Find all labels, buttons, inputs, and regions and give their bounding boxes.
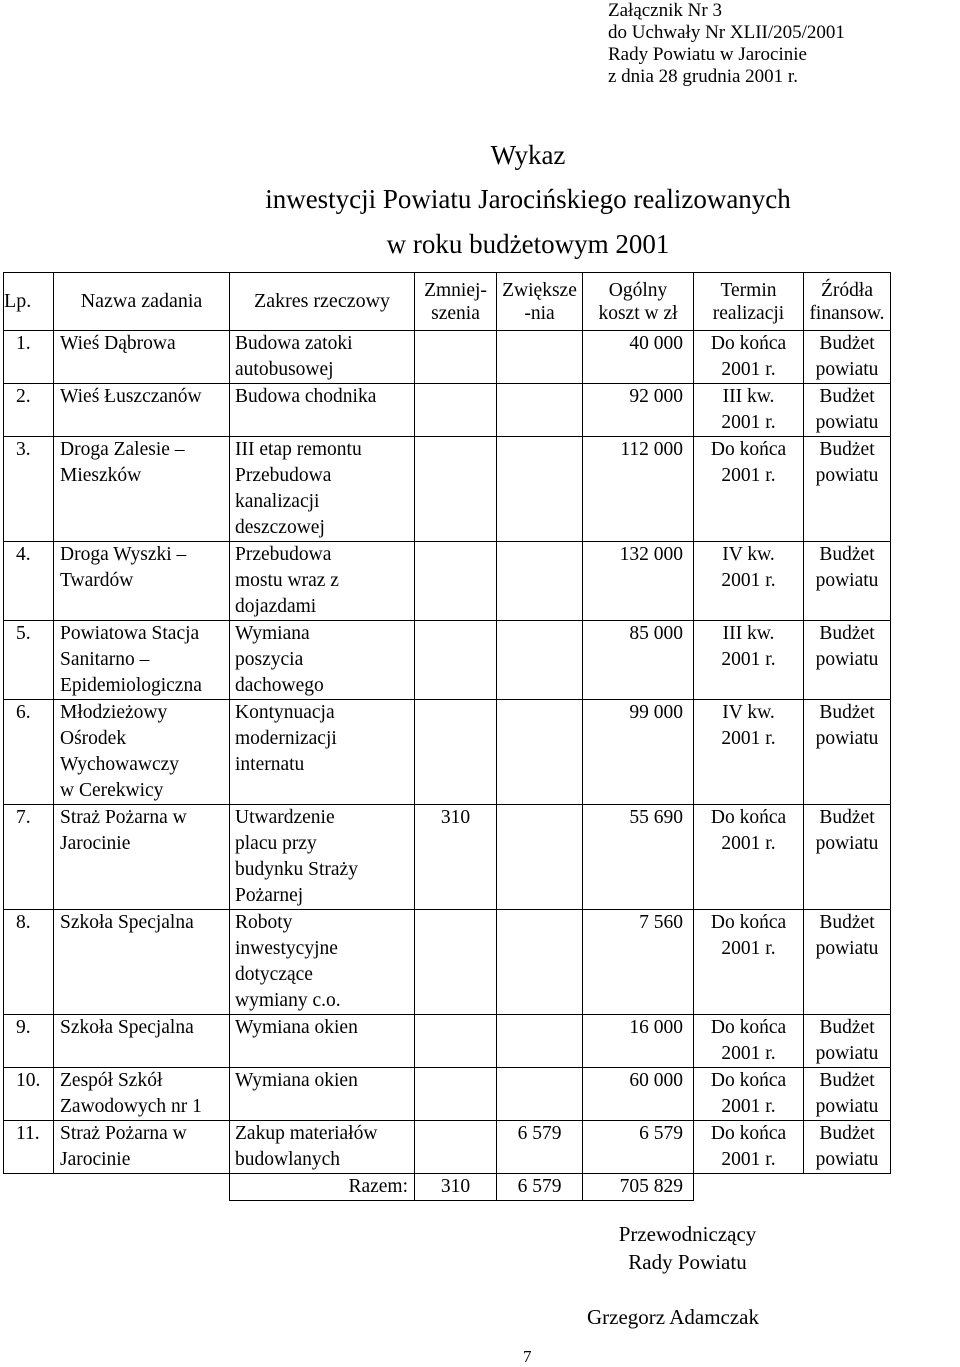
scope-line: budynku Straży (235, 859, 358, 880)
total-increase: 6 579 (497, 1174, 583, 1201)
row-source (804, 621, 891, 700)
table-body (4, 331, 891, 1174)
task-name-line: Jarocinie (60, 833, 131, 854)
term-line: Do końca (710, 333, 787, 354)
task-name-line: Jarocinie (60, 1149, 131, 1170)
scope-line: autobusowej (235, 359, 334, 380)
scope-line: Wymiana okien (235, 1017, 358, 1038)
row-scope (230, 1015, 415, 1068)
row-decrease: 310 (415, 805, 497, 910)
row-lp: 4. (4, 542, 54, 621)
task-name-line: Twardów (60, 570, 134, 591)
header-scope: Zakres rzeczowy (230, 273, 415, 331)
task-name-line: Sanitarno – (60, 649, 150, 670)
term-line: Do końca (710, 1070, 787, 1091)
term-line: IV kw. (722, 702, 775, 723)
row-cost: 55 690 (583, 805, 694, 910)
row-task-name (54, 331, 230, 384)
task-name-line: Mieszków (60, 465, 142, 486)
row-lp: 6. (4, 700, 54, 805)
task-name-line: Droga Wyszki – (60, 544, 187, 565)
scope-line: Budowa zatoki (235, 333, 353, 354)
row-lp: 3. (4, 437, 54, 542)
row-source (804, 1121, 891, 1174)
scope-line: budowlanych (235, 1149, 341, 1170)
header-term (694, 273, 804, 331)
row-scope (230, 1068, 415, 1121)
annex-line-3: Rady Powiatu w Jarocinie (608, 44, 807, 65)
row-source (804, 384, 891, 437)
total-decrease: 310 (415, 1174, 497, 1201)
row-cost: 6 579 (583, 1121, 694, 1174)
row-task-name (54, 542, 230, 621)
row-increase (497, 1015, 583, 1068)
table-row (4, 331, 891, 384)
term-line: Do końca (710, 1123, 787, 1144)
row-decrease (415, 1121, 497, 1174)
row-lp: 10. (4, 1068, 54, 1121)
task-name-line: Ośrodek (60, 728, 127, 749)
row-scope (230, 700, 415, 805)
scope-line: dojazdami (235, 596, 317, 617)
investment-table-wrapper (3, 272, 891, 1201)
row-decrease (415, 1068, 497, 1121)
term-line: III kw. (722, 386, 775, 407)
header-increase (497, 273, 583, 331)
row-task-name (54, 805, 230, 910)
task-name-line: Droga Zalesie – (60, 439, 185, 460)
task-name-line: Powiatowa Stacja (60, 623, 200, 644)
term-line: 2001 r. (721, 728, 776, 749)
total-label: Razem: (230, 1174, 415, 1201)
scope-line: III etap remontu (235, 439, 362, 460)
row-term (694, 331, 804, 384)
row-decrease (415, 621, 497, 700)
row-decrease (415, 700, 497, 805)
task-name-line: Zawodowych nr 1 (60, 1096, 202, 1117)
row-source (804, 331, 891, 384)
signature-name: Grzegorz Adamczak (587, 1305, 759, 1329)
source-line: Budżet (819, 623, 875, 644)
row-decrease (415, 384, 497, 437)
row-scope (230, 542, 415, 621)
header-decrease-line-1: Zmniej- (424, 279, 487, 301)
header-term-line-1: Termin (720, 279, 777, 301)
row-lp: 7. (4, 805, 54, 910)
source-line: powiatu (815, 728, 879, 749)
scope-line: Przebudowa (235, 544, 332, 565)
term-line: Do końca (710, 807, 787, 828)
scope-line: Pożarnej (235, 885, 304, 906)
row-lp: 5. (4, 621, 54, 700)
source-line: Budżet (819, 912, 875, 933)
row-decrease (415, 437, 497, 542)
row-cost: 7 560 (583, 910, 694, 1015)
table-row (4, 542, 891, 621)
row-task-name (54, 1121, 230, 1174)
header-decrease (415, 273, 497, 331)
row-increase (497, 805, 583, 910)
page-number: 7 (523, 1347, 532, 1366)
scope-line: Utwardzenie (235, 807, 335, 828)
term-line: Do końca (710, 439, 787, 460)
task-name-line: Wieś Dąbrowa (60, 333, 176, 354)
source-line: powiatu (815, 1096, 879, 1117)
header-cost-line-2: koszt w zł (598, 302, 678, 324)
scope-line: Wymiana (235, 623, 310, 644)
source-line: powiatu (815, 570, 879, 591)
source-line: Budżet (819, 1017, 875, 1038)
header-source (804, 273, 891, 331)
source-line: powiatu (815, 359, 879, 380)
scope-line: Kontynuacja (235, 702, 335, 723)
scope-line: placu przy (235, 833, 317, 854)
task-name-line: Wychowawczy (60, 754, 180, 775)
investment-table (3, 272, 891, 1201)
row-term (694, 542, 804, 621)
term-line: 2001 r. (721, 412, 776, 433)
total-row (4, 1174, 891, 1201)
source-line: powiatu (815, 412, 879, 433)
row-increase (497, 331, 583, 384)
row-increase (497, 542, 583, 621)
scope-line: Zakup materiałów (235, 1123, 378, 1144)
table-row (4, 910, 891, 1015)
table-row (4, 805, 891, 910)
row-decrease (415, 1015, 497, 1068)
row-scope (230, 1121, 415, 1174)
row-term (694, 621, 804, 700)
row-task-name (54, 437, 230, 542)
row-source (804, 1015, 891, 1068)
task-name-line: Młodzieżowy (60, 702, 168, 723)
term-line: 2001 r. (721, 570, 776, 591)
term-line: 2001 r. (721, 1096, 776, 1117)
header-lp: Lp. (4, 273, 54, 331)
row-cost: 16 000 (583, 1015, 694, 1068)
row-increase: 6 579 (497, 1121, 583, 1174)
task-name-line: Szkoła Specjalna (60, 1017, 194, 1038)
term-line: 2001 r. (721, 938, 776, 959)
row-scope (230, 621, 415, 700)
source-line: powiatu (815, 938, 879, 959)
source-line: Budżet (819, 1070, 875, 1091)
row-source (804, 437, 891, 542)
row-decrease (415, 331, 497, 384)
row-decrease (415, 910, 497, 1015)
term-line: Do końca (710, 912, 787, 933)
scope-line: deszczowej (235, 517, 325, 538)
header-cost-line-1: Ogólny (608, 279, 668, 301)
row-task-name (54, 700, 230, 805)
row-term (694, 1121, 804, 1174)
row-scope (230, 910, 415, 1015)
row-term (694, 437, 804, 542)
row-scope (230, 331, 415, 384)
row-source (804, 910, 891, 1015)
term-line: Do końca (710, 1017, 787, 1038)
scope-line: Roboty (235, 912, 293, 933)
row-increase (497, 384, 583, 437)
row-term (694, 1015, 804, 1068)
term-line: 2001 r. (721, 359, 776, 380)
table-row (4, 700, 891, 805)
term-line: 2001 r. (721, 1043, 776, 1064)
term-line: 2001 r. (721, 465, 776, 486)
task-name-line: w Cerekwicy (60, 780, 164, 801)
header-decrease-line-2: szenia (431, 302, 480, 324)
row-cost: 40 000 (583, 331, 694, 384)
scope-line: dachowego (235, 675, 324, 696)
task-name-line: Szkoła Specjalna (60, 912, 194, 933)
header-source-line-2: finansow. (809, 302, 885, 324)
row-task-name (54, 910, 230, 1015)
total-cost: 705 829 (583, 1174, 694, 1201)
row-scope (230, 437, 415, 542)
table-row (4, 1121, 891, 1174)
row-increase (497, 910, 583, 1015)
scope-line: poszycia (235, 649, 304, 670)
row-decrease (415, 542, 497, 621)
signature-role-2: Rady Powiatu (628, 1250, 747, 1274)
task-name-line: Wieś Łuszczanów (60, 386, 202, 407)
task-name-line: Epidemiologiczna (60, 675, 202, 696)
source-line: powiatu (815, 1149, 879, 1170)
scope-line: Przebudowa (235, 465, 332, 486)
scope-line: kanalizacji (235, 491, 320, 512)
source-line: Budżet (819, 386, 875, 407)
source-line: powiatu (815, 465, 879, 486)
header-increase-line-2: -nia (524, 302, 555, 324)
source-line: Budżet (819, 333, 875, 354)
annex-line-4: z dnia 28 grudnia 2001 r. (608, 66, 798, 87)
row-term (694, 700, 804, 805)
row-source (804, 542, 891, 621)
document-subtitle-year: w roku budżetowym 2001 (386, 229, 670, 259)
term-line: 2001 r. (721, 1149, 776, 1170)
scope-line: Budowa chodnika (235, 386, 377, 407)
row-lp: 11. (4, 1121, 54, 1174)
row-term (694, 384, 804, 437)
row-increase (497, 621, 583, 700)
annex-line-2: do Uchwały Nr XLII/205/2001 (608, 22, 845, 43)
row-term (694, 1068, 804, 1121)
row-term (694, 805, 804, 910)
term-line: 2001 r. (721, 649, 776, 670)
annex-line-1: Załącznik Nr 3 (608, 0, 722, 21)
row-scope (230, 384, 415, 437)
header-increase-line-1: Zwiększe (502, 279, 577, 301)
row-lp: 1. (4, 331, 54, 384)
source-line: Budżet (819, 807, 875, 828)
row-lp: 9. (4, 1015, 54, 1068)
row-source (804, 805, 891, 910)
header-task: Nazwa zadania (54, 273, 230, 331)
term-line: 2001 r. (721, 833, 776, 854)
source-line: powiatu (815, 649, 879, 670)
row-cost: 92 000 (583, 384, 694, 437)
scope-line: wymiany c.o. (235, 990, 341, 1011)
scope-line: Wymiana okien (235, 1070, 358, 1091)
row-increase (497, 700, 583, 805)
row-lp: 2. (4, 384, 54, 437)
source-line: Budżet (819, 702, 875, 723)
row-task-name (54, 384, 230, 437)
table-row (4, 621, 891, 700)
row-lp: 8. (4, 910, 54, 1015)
row-cost: 112 000 (583, 437, 694, 542)
source-line: Budżet (819, 439, 875, 460)
source-line: Budżet (819, 544, 875, 565)
row-source (804, 700, 891, 805)
scope-line: modernizacji (235, 728, 337, 749)
scope-line: inwestycyjne (235, 938, 338, 959)
header-source-line-1: Źródła (821, 279, 873, 301)
row-cost: 60 000 (583, 1068, 694, 1121)
row-cost: 132 000 (583, 542, 694, 621)
row-task-name (54, 1015, 230, 1068)
header-term-line-2: realizacji (712, 302, 785, 324)
header-cost (583, 273, 694, 331)
row-task-name (54, 621, 230, 700)
term-line: IV kw. (722, 544, 775, 565)
row-source (804, 1068, 891, 1121)
row-task-name (54, 1068, 230, 1121)
document-subtitle: inwestycji Powiatu Jarocińskiego realizowanych (265, 184, 791, 214)
scope-line: internatu (235, 754, 305, 775)
document-title: Wykaz (490, 140, 566, 170)
signature-role-1: Przewodniczący (618, 1222, 757, 1246)
table-row (4, 437, 891, 542)
scope-line: mostu wraz z (235, 570, 339, 591)
scope-line: dotyczące (235, 964, 313, 985)
task-name-line: Straż Pożarna w (60, 807, 187, 828)
source-line: Budżet (819, 1123, 875, 1144)
row-scope (230, 805, 415, 910)
table-row (4, 1068, 891, 1121)
source-line: powiatu (815, 1043, 879, 1064)
table-header-row (4, 273, 891, 331)
row-term (694, 910, 804, 1015)
term-line: III kw. (722, 623, 775, 644)
table-row (4, 1015, 891, 1068)
row-cost: 99 000 (583, 700, 694, 805)
row-increase (497, 437, 583, 542)
annex-header (608, 0, 845, 88)
row-increase (497, 1068, 583, 1121)
task-name-line: Zespół Szkół (60, 1070, 163, 1091)
task-name-line: Straż Pożarna w (60, 1123, 187, 1144)
table-row (4, 384, 891, 437)
row-cost: 85 000 (583, 621, 694, 700)
source-line: powiatu (815, 833, 879, 854)
